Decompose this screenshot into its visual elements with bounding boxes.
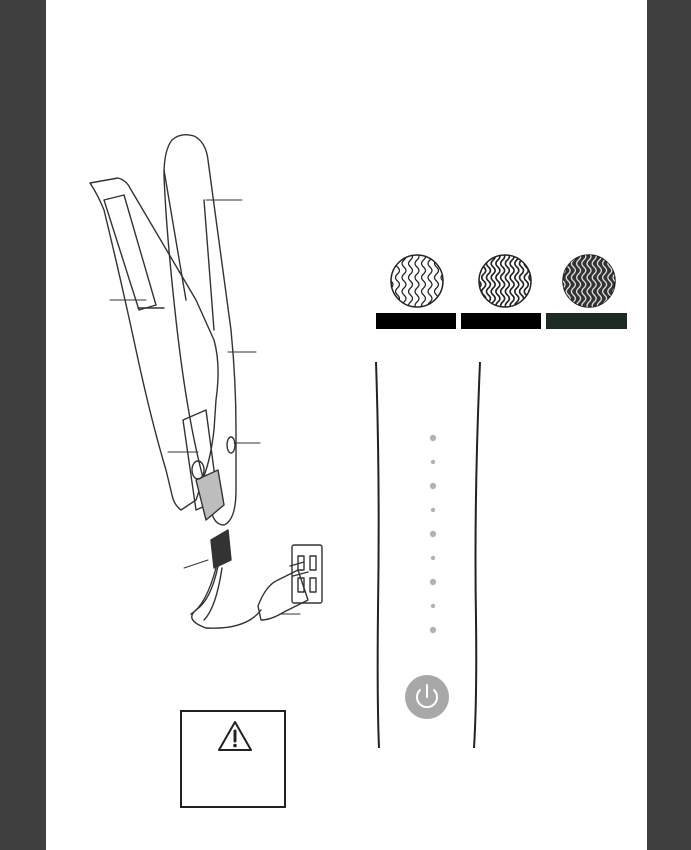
heat-indicator-dot bbox=[430, 435, 436, 441]
heat-indicator-dot bbox=[430, 483, 436, 489]
right-arm bbox=[164, 135, 236, 525]
heat-indicator-dot bbox=[430, 531, 436, 537]
heat-indicator-dot bbox=[431, 508, 435, 512]
heat-indicator-dot bbox=[430, 579, 436, 585]
heat-indicator-dot bbox=[431, 556, 435, 560]
hair-type-bar-3 bbox=[546, 313, 627, 329]
dense-waves-icon bbox=[561, 253, 617, 309]
hair-type-bar-1 bbox=[376, 313, 456, 329]
heat-indicator-dot bbox=[431, 604, 435, 608]
warning-box bbox=[180, 710, 286, 808]
collar bbox=[196, 470, 224, 520]
manual-page bbox=[46, 0, 647, 850]
left-plate bbox=[104, 195, 156, 310]
heat-indicator-dot bbox=[431, 460, 435, 464]
hair-type-bar-2 bbox=[461, 313, 541, 329]
heat-indicator-dot bbox=[430, 627, 436, 633]
power-button[interactable] bbox=[405, 675, 449, 719]
medium-waves-icon bbox=[477, 253, 533, 309]
wall-outlet bbox=[292, 545, 322, 603]
control-panel-closeup bbox=[366, 360, 486, 755]
light-waves-icon bbox=[389, 253, 445, 309]
warning-triangle-icon bbox=[217, 720, 253, 752]
swivel-cord-end bbox=[211, 530, 231, 568]
